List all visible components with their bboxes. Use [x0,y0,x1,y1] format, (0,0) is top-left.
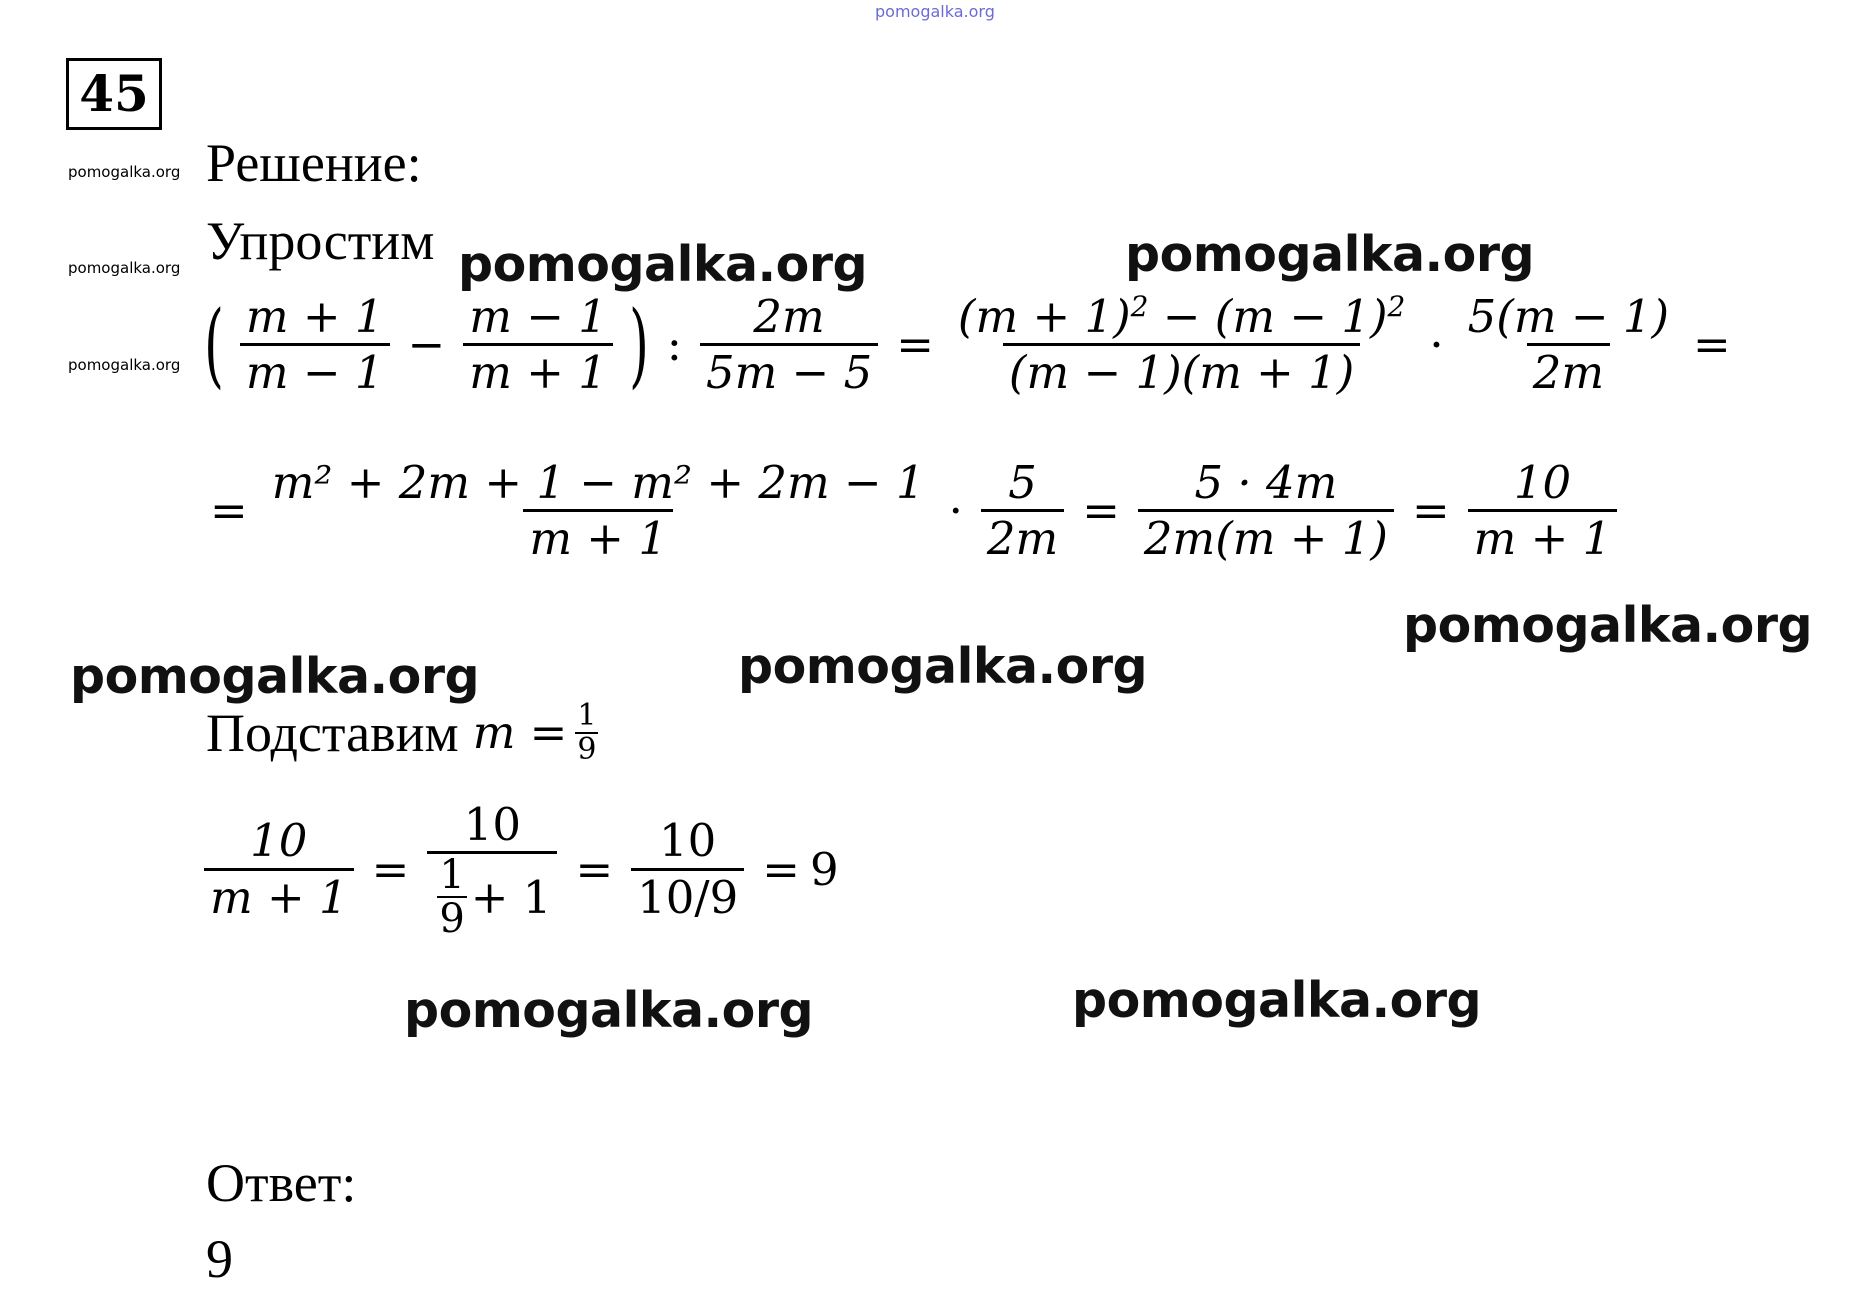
denominator: (m − 1)(m + 1) [1003,343,1360,399]
denominator: 10/9 [631,868,744,924]
numerator: m − 1 [469,290,607,343]
fraction [952,290,1411,399]
denominator: m + 1 [1468,509,1618,565]
watermark: pomogalka.org [70,648,480,705]
numerator: m² + 2m + 1 − m² + 2m − 1 [271,456,925,509]
numerator: 1 [439,852,465,899]
operator: : [666,318,682,372]
operator: = [1082,484,1120,538]
site-header-link[interactable]: pomogalka.org [875,2,995,21]
numerator [952,290,1411,343]
fraction [1462,290,1675,399]
close-paren: ) [628,290,649,398]
simplify-label: Упростим [206,211,435,271]
operator: = [575,842,614,896]
answer-value: 9 [206,1229,233,1289]
numerator: 10 [250,814,308,868]
result-value: 9 [809,842,839,896]
numerator: m + 1 [245,290,384,343]
watermark: pomogalka.org [1072,972,1482,1029]
watermark-small: pomogalka.org [68,163,181,181]
denominator: 2m(m + 1) [1138,509,1394,565]
operator: · [1429,318,1444,372]
denominator: 9 [577,731,597,767]
numerator: 5(m − 1) [1467,290,1670,343]
denominator: 2m [981,509,1064,565]
numerator-part: − (m − 1) [1148,290,1388,343]
solution-title: Решение: [206,133,422,193]
operator: = [896,318,934,372]
numerator: 1 [577,698,597,733]
operator: = [210,484,248,538]
nested-fraction [437,852,466,943]
substitute-line [206,700,606,765]
watermark-small: pomogalka.org [68,356,181,374]
numerator: 5 · 4m [1194,456,1338,509]
numerator: 5 [1008,456,1037,509]
answer-label: Ответ: [206,1153,357,1213]
fraction [204,814,354,923]
math-line-3 [196,798,839,943]
denominator: m + 1 [463,343,613,399]
denominator: m − 1 [240,343,390,399]
operator: = [762,842,800,896]
fraction [631,814,744,923]
denominator: m + 1 [523,509,673,565]
denominator-rest: + 1 [470,870,552,924]
numerator: 10 [463,798,522,851]
substitute-label: Подставим [206,702,459,763]
watermark: pomogalka.org [1125,226,1535,283]
fraction [266,456,931,565]
open-paren: ( [204,290,224,398]
fraction [1468,456,1618,565]
fraction [463,290,613,399]
numerator-part: (m + 1) [957,290,1131,343]
fraction [575,700,598,765]
fraction [981,456,1064,565]
substitute-expr: m = [472,706,568,759]
math-line-1 [196,290,1741,399]
fraction [700,290,878,399]
watermark: pomogalka.org [738,638,1148,695]
denominator: m + 1 [204,868,354,924]
denominator: 9 [439,896,465,943]
math-line-2 [200,456,1625,565]
problem-number: 45 [66,58,162,130]
operator: · [948,484,963,538]
fraction [427,798,557,943]
denominator [427,851,557,943]
operator: − [407,318,446,372]
denominator: 5m − 5 [700,343,878,399]
numerator: 10 [1513,456,1572,509]
numerator: 10 [659,814,717,868]
fraction [240,290,390,399]
fraction [1138,456,1394,565]
watermark: pomogalka.org [458,236,868,293]
operator: = [1693,318,1731,372]
numerator: 2m [753,290,825,343]
exponent: 2 [1130,290,1149,323]
denominator: 2m [1527,343,1610,399]
exponent: 2 [1387,290,1406,323]
watermark: pomogalka.org [1403,597,1813,654]
operator: = [371,842,410,896]
operator: = [1411,484,1450,538]
watermark-small: pomogalka.org [68,259,181,277]
watermark: pomogalka.org [404,982,814,1039]
